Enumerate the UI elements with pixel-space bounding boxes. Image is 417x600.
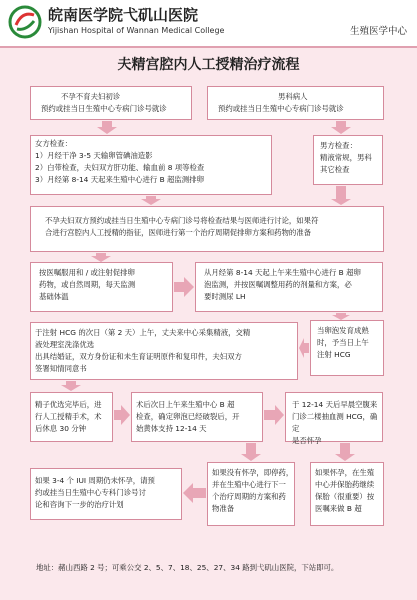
- pregnancy-test-line: 门诊二楼抽血测 HCG，确定: [292, 412, 378, 433]
- male-patient-title: 男科病人: [278, 92, 308, 101]
- insemination-line: 精子优选完毕后，进: [35, 400, 102, 409]
- no-pregnancy-3-line: 论和咨询下一步的治疗计划: [35, 500, 124, 509]
- monitoring-line: 泡监测，并按医嘱调整用药的剂量和方案，必: [204, 280, 352, 289]
- infertile-couple-box: [30, 86, 192, 120]
- arrow-left-icon: [299, 338, 309, 358]
- department-label: 生殖医学中心: [349, 26, 407, 37]
- postop-line: 检查，确定卵泡已经破裂后，开: [136, 412, 240, 421]
- infertile-couple-title: 不孕不育夫妇初诊: [61, 92, 121, 101]
- arrow-down-icon: [91, 253, 111, 262]
- pregnancy-test-line: 于 12-14 天后早晨空腹来: [292, 400, 378, 409]
- female-exam-item: 2）白带检查，夫妇双方肝功能、输血前 8 项等检查: [35, 163, 205, 172]
- postop-line: 术后次日上午来生殖中心 B 超: [136, 400, 235, 409]
- insemination-line: 后休息 30 分钟: [35, 424, 87, 433]
- hcg-line: 注射 HCG: [317, 350, 351, 359]
- arrow-right-icon: [264, 405, 284, 425]
- arrow-down-icon: [141, 196, 161, 205]
- semen-line: 签署知情同意书: [35, 364, 87, 373]
- arrow-down-icon: [97, 121, 117, 134]
- male-patient-desc: 预约或挂当日生殖中心专病门诊号就诊: [218, 104, 344, 113]
- semen-line: 液处理室洗涤优选: [35, 340, 95, 349]
- female-exam-item: 1）月经干净 3-5 天输卵管碘油造影: [35, 151, 153, 160]
- arrow-down-icon: [331, 186, 351, 205]
- arrow-right-icon: [174, 277, 194, 297]
- male-exam-line: 其它检查: [320, 165, 350, 174]
- postop-bscan-box: [131, 392, 263, 442]
- consultation-box: [30, 206, 384, 252]
- pregnant-line: 中心并保胎药继续: [315, 480, 375, 489]
- male-exam-line: 精液常规，男科: [320, 153, 372, 162]
- female-exam-box: [30, 135, 272, 195]
- semen-collection-box: [30, 322, 298, 380]
- insemination-line: 行人工授精手术，术: [35, 412, 102, 421]
- arrow-down-icon: [331, 121, 351, 134]
- semen-line: 出具结婚证，双方身份证和未生育证明原件和复印件，夫妇双方: [35, 352, 242, 361]
- arrow-down-icon: [61, 381, 81, 391]
- hospital-logo-icon: [8, 5, 42, 39]
- female-exam-heading: 女方检查：: [35, 139, 72, 148]
- postop-line: 始黄体支持 12-14 天: [136, 424, 207, 433]
- hospital-name-en: Yijishan Hospital of Wannan Medical College: [48, 26, 225, 35]
- medication-line: 药物，或自然周期，每天监测: [39, 280, 136, 289]
- address-footer: 地址：赭山西路 2 号；可乘公交 2、5、7、18、25、27、34 路到弋矶山医院，下站即可。: [36, 563, 339, 572]
- insemination-box: [30, 392, 113, 442]
- pregnancy-test-box: [285, 392, 383, 445]
- medication-line: 按医嘱服用和 / 或注射促排卵: [39, 268, 135, 277]
- pregnant-line: 如果怀孕，在生殖: [315, 468, 375, 477]
- male-exam-box: [313, 135, 383, 185]
- no-pregnancy-line: 个治疗周期的方案和药: [212, 492, 286, 501]
- hcg-injection-box: [310, 320, 384, 376]
- pregnant-line: 保胎（很重要）按: [315, 492, 375, 501]
- medication-line: 基础体温: [39, 292, 69, 301]
- hospital-name-cn: 皖南医学院弋矶山医院: [48, 6, 199, 24]
- ovulation-monitoring-box: [195, 262, 383, 312]
- consultation-line: 不孕夫妇双方预约或挂当日生殖中心专病门诊号将检查结果与医师进行讨论，如果符: [45, 216, 319, 225]
- no-pregnancy-3-line: 如果 3-4 个 IUI 周期仍未怀孕，请预: [35, 476, 155, 485]
- no-pregnancy-line: 并在生殖中心进行下一: [212, 480, 286, 489]
- arrow-down-icon: [332, 313, 350, 320]
- hcg-line: 时，予当日上午: [317, 338, 369, 347]
- female-exam-item: 3）月经第 8-14 天起来生殖中心进行 B 超监测排卵: [35, 175, 204, 184]
- male-patient-box: [207, 86, 384, 120]
- semen-line: 于注射 HCG 的次日（第 2 天）上午，丈夫来中心采集精液，交精: [35, 328, 251, 337]
- no-pregnancy-box: [207, 462, 295, 526]
- no-pregnancy-line: 物准备: [212, 504, 235, 513]
- arrow-right-icon: [114, 405, 130, 425]
- no-pregnancy-line: 如果没有怀孕，即停药，: [212, 468, 294, 477]
- pregnant-box: [310, 462, 384, 526]
- monitoring-line: 从月经第 8-14 天起上午来生殖中心进行 B 超卵: [204, 268, 361, 277]
- infertile-couple-desc: 预约或挂当日生殖中心专病门诊号就诊: [41, 104, 167, 113]
- hcg-line: 当卵泡发育成熟: [317, 326, 369, 335]
- no-pregnancy-3-line: 约或挂当日生殖中心专科门诊号讨: [35, 488, 146, 497]
- pregnancy-test-line: 是否怀孕: [292, 436, 322, 445]
- pregnant-line: 医嘱来做 B 超: [315, 504, 362, 513]
- hospital-header: [0, 0, 417, 48]
- page-title: 夫精宫腔内人工授精治疗流程: [117, 57, 300, 73]
- arrow-down-icon: [241, 443, 261, 461]
- male-exam-heading: 男方检查：: [320, 141, 357, 150]
- monitoring-line: 要时测尿 LH: [204, 292, 246, 301]
- arrow-left-icon: [183, 483, 206, 503]
- no-pregnancy-3-cycles-box: [30, 468, 182, 520]
- consultation-line: 合进行宫腔内人工授精的指征，医师进行第一个治疗周期促排卵方案和药物的准备: [45, 228, 312, 237]
- medication-box: [30, 262, 173, 312]
